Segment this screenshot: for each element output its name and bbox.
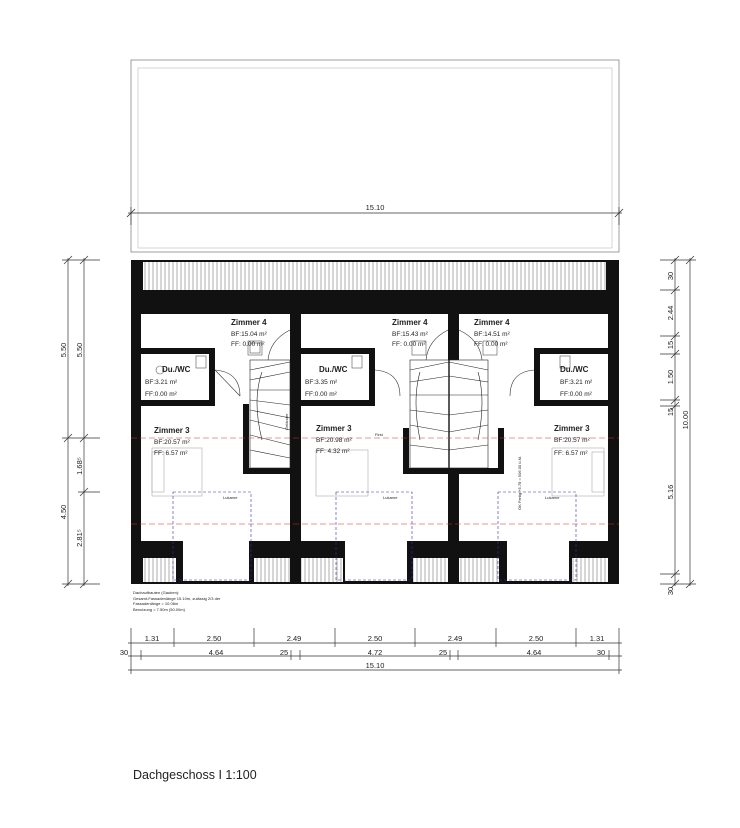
ridge-label: First: [375, 432, 383, 437]
lukarne-label-2: Lukarne: [383, 495, 398, 500]
room-ff: FF: 0.00 m²: [392, 341, 426, 348]
room-bf: BF:20.57 m²: [554, 437, 590, 444]
bottom-dim-1-4: 2.50: [367, 634, 383, 643]
bottom-row-1: [145, 634, 605, 643]
room-name: Zimmer 4: [231, 318, 267, 327]
left-outer-dim-2: 4.50: [59, 504, 68, 520]
room-name: Zimmer 4: [392, 318, 428, 327]
stair-note: Geländer: [284, 413, 289, 430]
bottom-dim-1-3: 2.49: [286, 634, 302, 643]
right-inner-dim-1: 30: [666, 271, 675, 281]
right-inner-dim-2: 2.44: [666, 305, 675, 321]
left-inner-dim-1: 5.50: [75, 342, 84, 358]
left-inner-dim-3: 2.81⁵: [75, 529, 84, 547]
right-inner-dim-5: 15: [666, 407, 675, 417]
bottom-dim-1-5: 2.49: [447, 634, 463, 643]
room-name: Du./WC: [560, 365, 589, 374]
lukarne-label-1: Lukarne: [223, 495, 238, 500]
room-bf: BF:3.35 m²: [305, 379, 338, 386]
room-bf: BF:15.43 m²: [392, 331, 428, 338]
building: [131, 260, 619, 584]
room-name: Du./WC: [319, 365, 348, 374]
room-name: Du./WC: [162, 365, 191, 374]
bottom-dim-2-5: 25: [438, 648, 448, 657]
room-zimmer4-3: [474, 318, 511, 348]
room-ff: FF: 0.00 m²: [231, 341, 265, 348]
room-bf: BF:20.98 m²: [316, 437, 352, 444]
bottom-dim-1-1: 1.31: [144, 634, 160, 643]
room-bf: BF:3.21 m²: [145, 379, 178, 386]
top-width-label: 15.10: [365, 203, 385, 212]
room-duwc-3: [560, 365, 593, 398]
bottom-dim-1-6: 2.50: [528, 634, 544, 643]
bottom-dim-1-7: 1.31: [589, 634, 605, 643]
svg-text:Benutzung = 7.50m (50.00m): Benutzung = 7.50m (50.00m): [133, 607, 185, 612]
room-zimmer3-3: [554, 424, 591, 457]
room-ff: FF: 6.57 m²: [554, 450, 588, 457]
room-bf: BF:15.04 m²: [231, 331, 267, 338]
bottom-total-dim: 15.10: [365, 661, 385, 670]
bottom-dim-2-1: 30: [119, 648, 129, 657]
room-name: Zimmer 4: [474, 318, 510, 327]
bottom-dim-2-4: 4.72: [367, 648, 383, 657]
footnote: [133, 590, 221, 612]
drawing-title: Dachgeschoss I 1:100: [133, 768, 257, 782]
vertical-level-note: OK Fertig +5.78 = 506.00 ü.M.: [517, 455, 522, 510]
room-name: Zimmer 3: [316, 424, 352, 433]
room-ff: FF:0.00 m²: [560, 391, 592, 398]
room-ff: FF:0.00 m²: [145, 391, 177, 398]
room-zimmer3-1: [154, 426, 191, 457]
bottom-dim-2-2: 4.64: [208, 648, 224, 657]
right-inner-dim-6: 5.16: [666, 484, 675, 500]
top-dimension: [127, 203, 623, 225]
room-ff: FF: 0.00 m²: [474, 341, 508, 348]
room-ff: FF:0.00 m²: [305, 391, 337, 398]
room-bf: BF:20.57 m²: [154, 439, 190, 446]
svg-text:Dachaufbauten (Gauben):: Dachaufbauten (Gauben):: [133, 590, 180, 595]
room-zimmer3-2: [316, 424, 353, 455]
bottom-dim-2-7: 30: [596, 648, 606, 657]
svg-text:Fassadenlänge = 10.06m: Fassadenlänge = 10.06m: [133, 601, 179, 606]
bottom-dim-1-2: 2.50: [206, 634, 222, 643]
room-zimmer4-2: [392, 318, 429, 348]
room-zimmer4-1: [231, 318, 268, 348]
room-ff: FF: 4.32 m²: [316, 448, 350, 455]
right-inner-dim-7: 30: [666, 586, 675, 596]
room-name: Zimmer 3: [554, 424, 590, 433]
svg-text:Gesamt-Fassadenlänge 15.10m, z: Gesamt-Fassadenlänge 15.10m, zulässig 2/3 der: [133, 596, 221, 601]
right-inner-dim-4: 1.50: [666, 369, 675, 385]
left-outer-dim-1: 5.50: [59, 342, 68, 358]
room-bf: BF:14.51 m²: [474, 331, 510, 338]
bottom-dim-2-6: 4.64: [526, 648, 542, 657]
left-inner-dim-2: 1.68⁵: [75, 457, 84, 475]
right-inner-dim-3: 15: [666, 340, 675, 350]
room-name: Zimmer 3: [154, 426, 190, 435]
lukarne-label-3: Lukarne: [545, 495, 560, 500]
right-outer-dim: 10.00: [681, 410, 690, 430]
room-ff: FF: 6.57 m²: [154, 450, 188, 457]
bottom-dim-2-3: 25: [279, 648, 289, 657]
room-bf: BF:3.21 m²: [560, 379, 593, 386]
roof-outline: [131, 60, 619, 252]
